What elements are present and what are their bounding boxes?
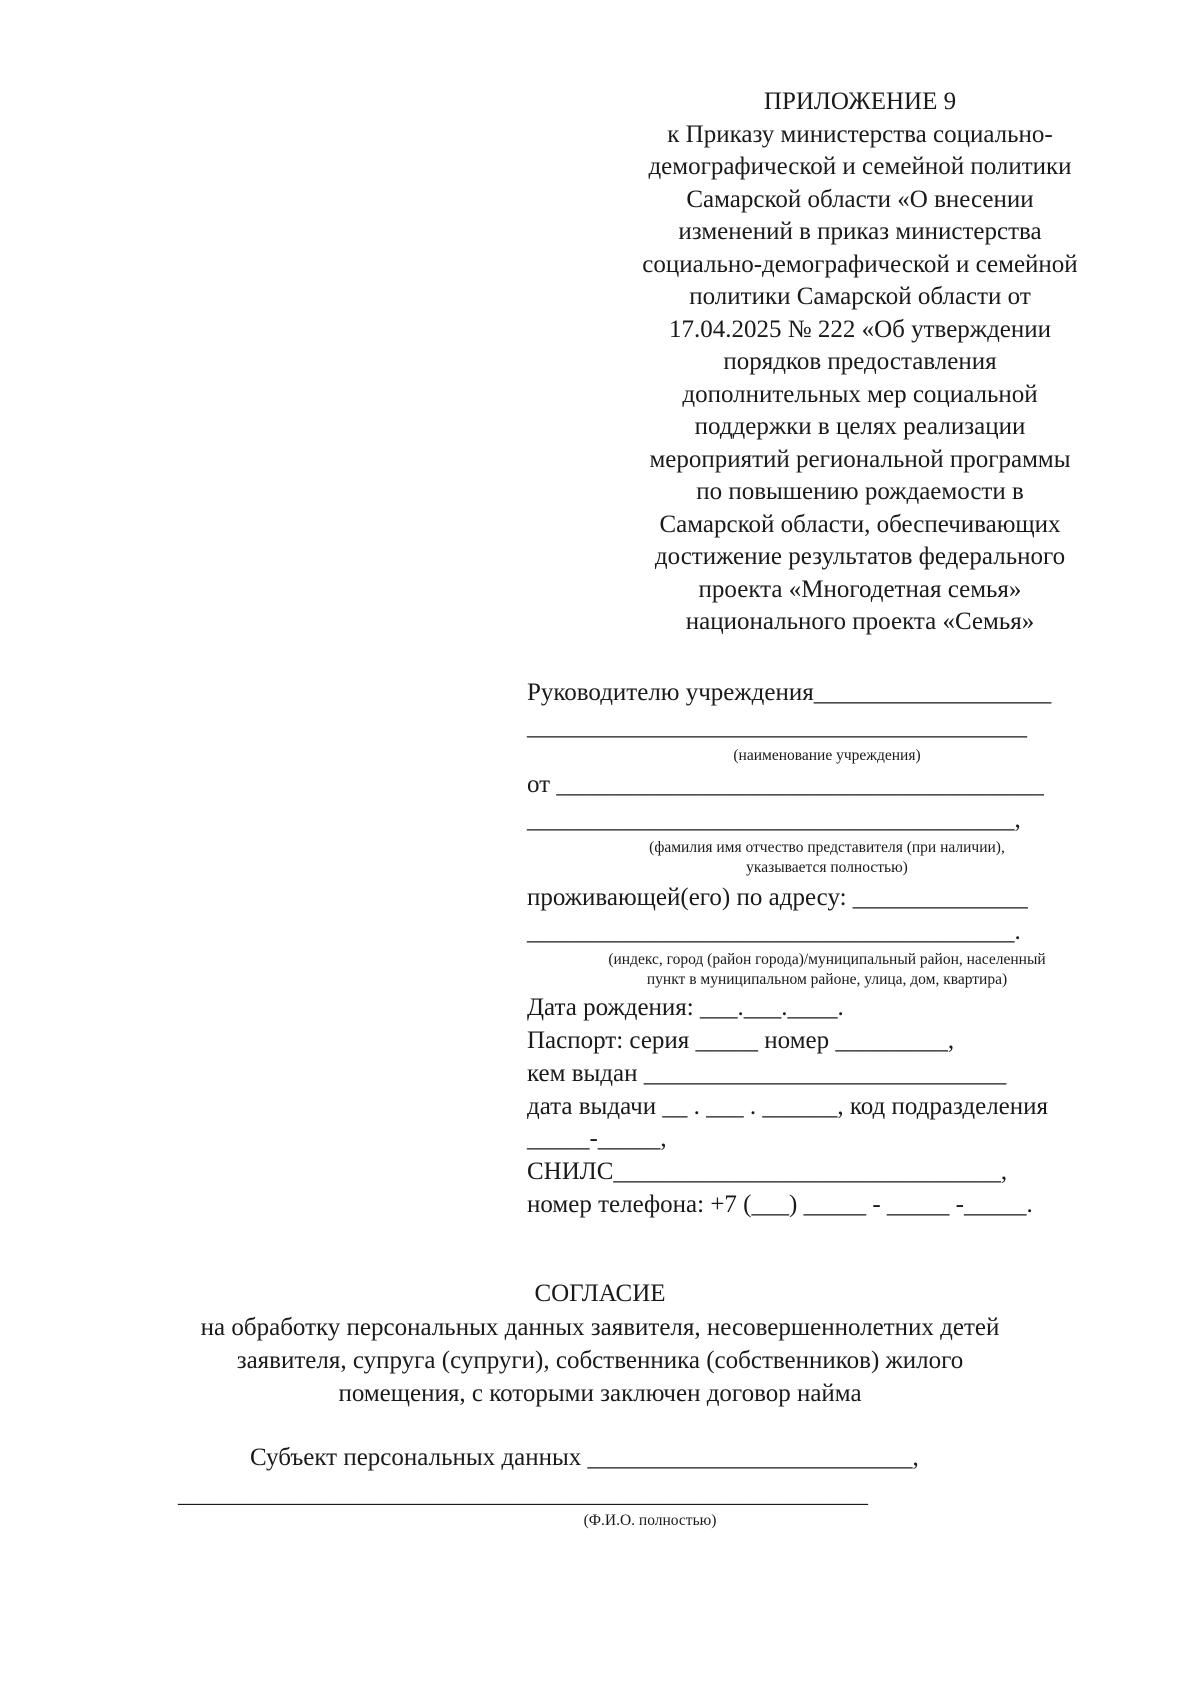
appendix-line: мероприятий региональной программы [649,445,1071,473]
birth-date-line: Дата рождения: ___.___.____. [527,994,844,1021]
fio-caption-line-1: (фамилия имя отчество представителя (при наличии), [649,839,1005,856]
appendix-line: демографической и семейной политики [648,153,1072,180]
consent-subtitle-line-3: помещения, с которыми заключен договор найма [338,1380,862,1407]
appendix-line: проекта «Многодетная семья» [698,575,1022,603]
appendix-line: достижение результатов федерального [654,543,1066,570]
appendix-line: ПРИЛОЖЕНИЕ 9 [763,88,957,115]
passport-line: Паспорт: серия _____ номер _________, [527,1027,955,1054]
appendix-line: по повышению рождаемости в [696,478,1024,505]
issued-by-line: кем выдан _____________________________ [527,1060,1007,1087]
division-code-line: _____-_____, [527,1125,667,1152]
subject-blank-line: ____________________________________________________________ [178,1482,868,1507]
appendix-line: Самарской области «О внесении [686,185,1034,213]
consent-subtitle-line-2: заявителя, супруга (супруги), собственника (собственников) жилого [236,1347,964,1374]
appendix-line: порядков предоставления [723,348,997,375]
subject-line: Субъект персональных данных __________________________, [250,1444,919,1471]
consent-title: СОГЛАСИЕ [534,1280,666,1307]
consent-subtitle-line-1: на обработку персональных данных заявителя, несовершеннолетних детей [200,1314,1000,1341]
from-line: от _______________________________________ [527,771,1044,798]
snils-line: СНИЛС_______________________________, [527,1158,1008,1185]
appendix-line: национального проекта «Семья» [685,608,1035,635]
appendix-line: политики Самарской области от [689,283,1031,310]
from-blank-line: _______________________________________, [527,806,1021,833]
appendix-line: поддержки в целях реализации [694,413,1026,440]
address-blank-line: _______________________________________. [527,918,1021,945]
appendix-line: к Приказу министерства социально- [667,120,1053,148]
address-caption-line-1: (индекс, город (район города)/муниципальный район, населенный [608,951,1046,968]
institution-caption: (наименование учреждения) [733,747,921,764]
appendix-line: социально-демографической и семейной [642,250,1078,278]
appendix-header [610,86,1110,639]
appendix-line: изменений в приказ министерства [678,218,1042,245]
fio-caption-line-2: указывается полностью) [746,859,908,876]
issue-date-line: дата выдачи __ . ___ . ______, код подразделения [527,1093,1049,1120]
appendix-line: 17.04.2025 № 222 «Об утверждении [668,315,1052,343]
subject-fio-caption: (Ф.И.О. полностью) [583,1512,717,1529]
appendix-line: Самарской области, обеспечивающих [659,510,1061,538]
address-caption-line-2: пункт в муниципальном районе, улица, дом, квартира) [646,971,1008,988]
appendix-line: дополнительных мер социальной [682,380,1038,408]
address-line: проживающей(его) по адресу: ______________ [527,884,1028,911]
addressee-line: Руководителю учреждения___________________ [527,679,1052,706]
institution-blank-line: ________________________________________ [527,713,1027,740]
phone-line: номер телефона: +7 (___) _____ - _____ -_____. [527,1191,1033,1218]
